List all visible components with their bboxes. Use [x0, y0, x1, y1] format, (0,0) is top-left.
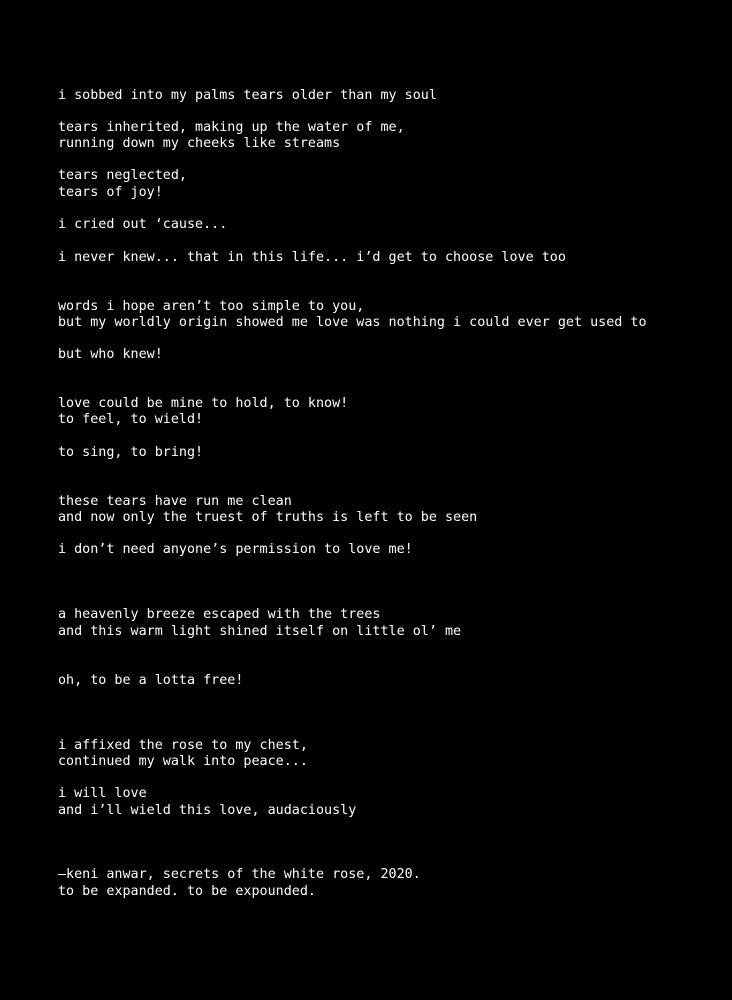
poem-text [58, 0, 718, 899]
poem-line: but who knew! [58, 347, 163, 362]
poem-line: love could be mine to hold, to know! [58, 396, 349, 411]
poem-line: tears neglected, [58, 168, 187, 183]
poem-line: i never knew... that in this life... i’d get to choose love too [58, 250, 566, 265]
poem-line: i will love [58, 786, 147, 801]
poem-line: and this warm light shined itself on little ol’ me [58, 624, 462, 639]
poem-line: tears of joy! [58, 185, 163, 200]
poem-line: a heavenly breeze escaped with the trees [58, 607, 381, 622]
poem-line: to feel, to wield! [58, 412, 204, 427]
poem-line: continued my walk into peace... [58, 754, 308, 769]
poem-line: i sobbed into my palms tears older than my soul [58, 88, 437, 103]
poem-line: i cried out ‘cause... [58, 217, 228, 232]
poem-line: to sing, to bring! [58, 445, 204, 460]
poem-line: tears inherited, making up the water of me, [58, 120, 405, 135]
poem-line: but my worldly origin showed me love was nothing i could ever get used to [58, 315, 647, 330]
poem-line: oh, to be a lotta free! [58, 673, 244, 688]
poem-line: i don’t need anyone’s permission to love me! [58, 542, 413, 557]
attribution-line: —keni anwar, secrets of the white rose, 2020. [58, 867, 421, 882]
poem-line: running down my cheeks like streams [58, 136, 341, 151]
poem-line: these tears have run me clean [58, 494, 292, 509]
poem-line: and i’ll wield this love, audaciously [58, 803, 357, 818]
poem-line: i affixed the rose to my chest, [58, 738, 308, 753]
attribution-note: to be expanded. to be expounded. [58, 884, 316, 899]
poem-line: and now only the truest of truths is left to be seen [58, 510, 478, 525]
poem-line: words i hope aren’t too simple to you, [58, 299, 365, 314]
